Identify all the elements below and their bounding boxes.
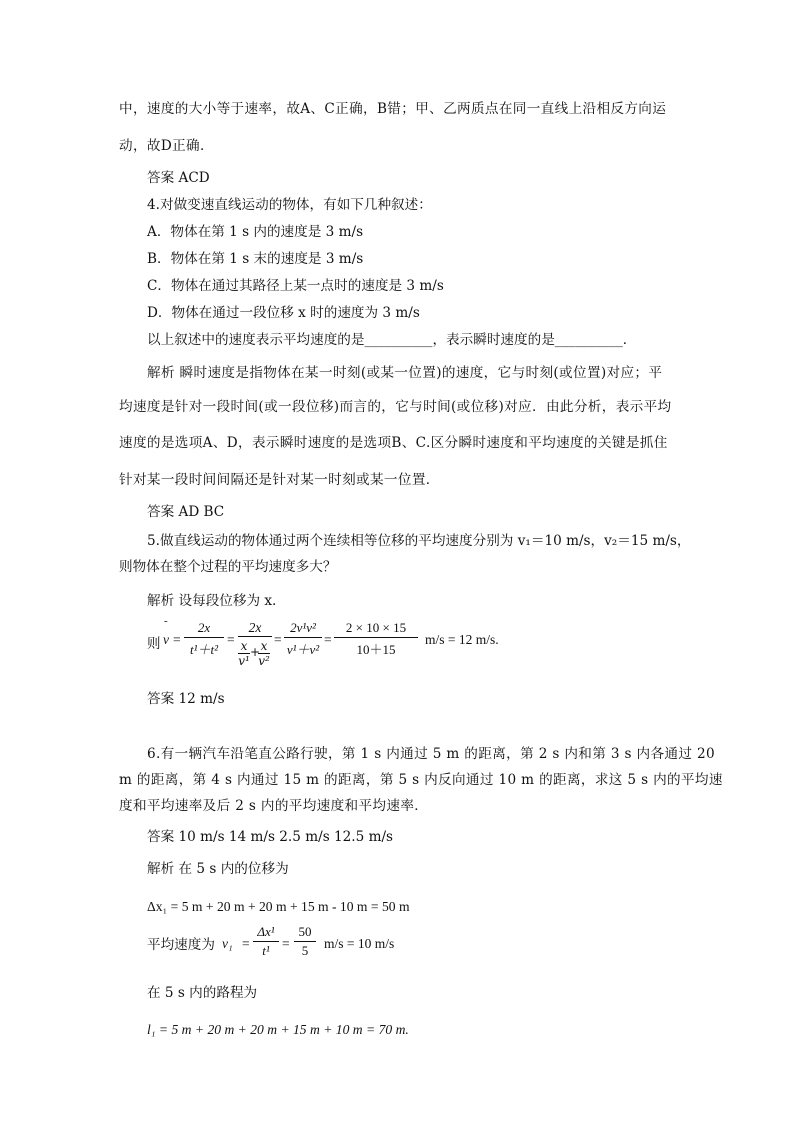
v-bar-symbol: v [163,632,169,647]
fraction-dx-t: $\frac{\text{Δx¹}}{\text{t¹}}$ [253,924,279,959]
analysis-line: 解析 在 5 s 内的位移为 [147,861,289,877]
overline-mark: - [164,615,168,627]
option-b: B．物体在第 1 s 末的速度是 3 m/s [147,251,364,267]
formula-label: 平均速度为 [147,937,215,953]
question-5: 则物体在整个过程的平均速度多大？ [119,559,337,575]
question-6: 6.有一辆汽车沿笔直公路行驶，第 1 s 内通过 5 m 的距离，第 2 s 内和第 3 s 内各通过 20 [147,746,715,762]
fraction-4: $\frac{2 \times 10 \times 15}{10+15}$ [334,620,418,658]
displacement-equation: Δx₁ = 5 m + 20 m + 20 m + 15 m - 10 m = 50 m [147,899,410,914]
equals-sign: = [324,632,332,647]
equals-sign: = [274,632,282,647]
equals-sign: = [173,632,181,647]
analysis-line: 解析 设每段位移为 x. [147,593,277,609]
fraction-50-5: $\frac{50}{5}$ [294,924,316,959]
question-4-blank: 以上叙述中的速度表示平均速度的是__________，表示瞬时速度的是__________． [147,332,637,348]
analysis-line: 解析 瞬时速度是指物体在某一时刻(或某一位置)的速度，它与时刻(或位置)对应；平 [147,365,663,381]
option-a: A．物体在第 1 s 内的速度是 3 m/s [147,224,364,240]
question-5: 5.做直线运动的物体通过两个连续相等位移的平均速度分别为 v₁＝10 m/s，v₂＝15 m/s， [147,533,691,549]
analysis-line: 速度的是选项A、D，表示瞬时速度的是选项B、C.区分瞬时速度和平均速度的关键是抓住 [119,435,668,451]
distance-equation: l₁ = 5 m + 20 m + 20 m + 15 m + 10 m = 70 m. [147,1022,409,1037]
analysis-line: 均速度是针对一段时间(或一段位移)而言的，它与时间(或位移)对应．由此分析，表示平均 [119,399,672,415]
text-line: 中，速度的大小等于速率，故A、C正确，B错；甲、乙两质点在同一直线上沿相反方向运 [119,101,667,117]
question-4: 4.对做变速直线运动的物体，有如下几种叙述： [147,197,432,213]
answer-line: 答案 10 m/s 14 m/s 2.5 m/s 12.5 m/s [147,829,394,845]
formula-prefix: 则 [147,636,161,651]
question-6: m 的距离，第 4 s 内通过 15 m 的距离，第 5 s 内反向通过 10 m 的距离，求这 5 s 内的平均速 [119,772,723,788]
answer-line: 答案 12 m/s [147,691,225,707]
answer-line: 答案 ACD [147,170,210,186]
analysis-line: 在 5 s 内的路程为 [147,985,258,1001]
equals-sign: = [282,936,290,951]
v1-symbol: v₁ [222,936,233,951]
option-c: C．物体在通过其路径上某一点时的速度是 3 m/s [147,278,444,294]
fraction-1: $\frac{2x}{\text{t¹＋t²}}$ [184,620,224,658]
option-d: D．物体在通过一段位移 x 时的速度为 3 m/s [147,305,420,321]
equals-sign: = [242,936,250,951]
analysis-line: 针对某一段时间间隔还是针对某一时刻或某一位置． [119,472,440,488]
fraction-2: 2x x v¹ + x v² [238,620,272,677]
text-line: 动，故D正确． [119,138,214,154]
answer-line: 答案 AD BC [147,504,225,520]
formula-result: m/s = 10 m/s [324,936,395,951]
equals-sign: = [227,632,235,647]
question-6: 度和平均速率及后 2 s 内的平均速度和平均速率． [119,798,429,814]
formula-result: m/s = 12 m/s. [425,632,499,647]
fraction-3: $\frac{\text{2v¹v²}}{\text{v¹＋v²}}$ [284,620,322,658]
